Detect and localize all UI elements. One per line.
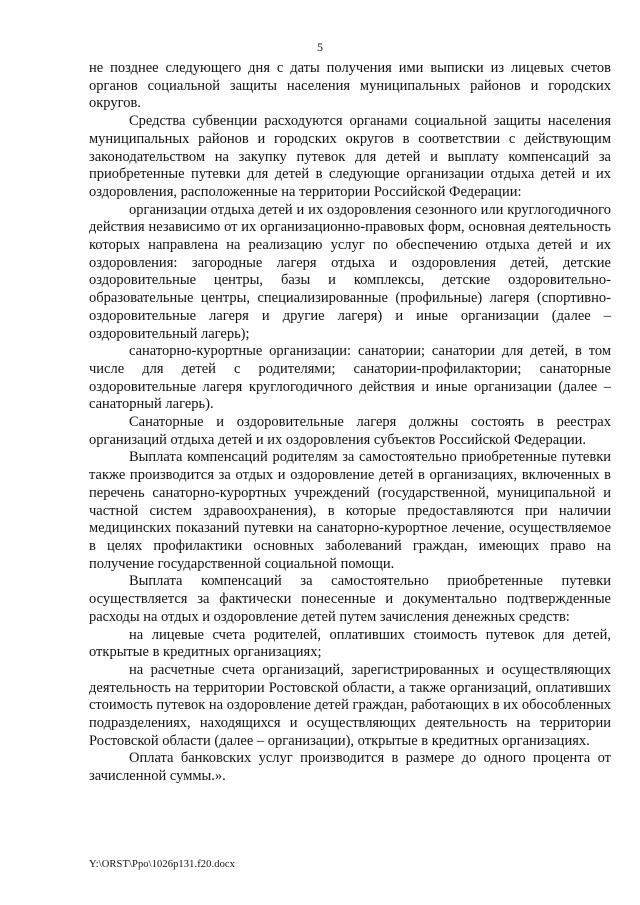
paragraph-compensation-medical: Выплата компенсаций родителям за самостоятельно приобретенные путевки также производится за отдых и оздоровление детей в организациях, включенных в перечень санаторно-курортных учреждений (государственной, муниципальной и частной систем здравоохранения), в которые предоставляются при наличии медицинских показаний путевки на санаторно-курортное лечение, осуществляемое в целях профилактики основных заболеваний граждан, имеющих право на получение государственной социальной помощи. xyxy=(89,449,611,572)
page-number: 5 xyxy=(317,40,323,54)
paragraph-subvention-use: Средства субвенции расходуются органами социальной защиты населения муниципальных районов и городских округов в соответствии с действующим законодательством на закупку путевок для детей и выплату компенсаций за приобретенные путевки для детей в следующие организации отдыха детей и их оздоровления, расположенные на территории Российской Федерации: xyxy=(89,113,611,200)
paragraph-organization-accounts: на расчетные счета организаций, зарегистрированных и осуществляющих деятельность на территории Ростовской области, а также организаций, оплативших стоимость путевок на оздоровление детей граждан, работающих в их обособленных подразделениях, находящихся и осуществляющих деятельность на территории Ростовской области (далее – организации), открытые в кредитных организациях. xyxy=(89,661,611,749)
paragraph-sanatorium-organizations: санаторно-курортные организации: санатории; санатории для детей, в том числе для детей с родителями; санатории-профилактории; санаторные оздоровительные лагеря круглогодичного действия и иные организации (далее – санаторный лагерь). xyxy=(89,343,611,413)
paragraph-compensation-payment: Выплата компенсаций за самостоятельно приобретенные путевки осуществляется за фактически понесенные и документально подтвержденные расходы на отдых и оздоровление детей путем зачисления денежных средств: xyxy=(89,573,611,625)
footer-file-path: Y:\ORST\Ppo\1026p131.f20.docx xyxy=(89,859,236,870)
paragraph-continuation: не позднее следующего дня с даты получения ими выписки из лицевых счетов органов социальной защиты населения муниципальных районов и городских округов. xyxy=(89,60,611,112)
document-body xyxy=(89,60,611,786)
paragraph-parent-accounts: на лицевые счета родителей, оплативших стоимость путевок для детей, открытые в кредитных организациях; xyxy=(89,626,611,661)
paragraph-bank-fees: Оплата банковских услуг производится в размере до одного процента от зачисленной суммы.». xyxy=(89,750,611,785)
paragraph-registry-requirement: Санаторные и оздоровительные лагеря должны состоять в реестрах организаций отдыха детей и их оздоровления субъектов Российской Федерации. xyxy=(89,414,611,448)
paragraph-recreation-organizations: организации отдыха детей и их оздоровления сезонного или круглогодичного действия независимо от их организационно-правовых форм, основная деятельность которых направлена на реализацию услуг по обеспечению отдыха детей и их оздоровления: загородные лагеря отдыха и оздоровления детей, детские оздоровительные центры, базы и комплексы, детские оздоровительно-образовательные центры, специализированные (профильные) лагеря (спортивно-оздоровительные лагеря и другие лагеря) и иные организации (далее – оздоровительный лагерь); xyxy=(89,201,611,342)
